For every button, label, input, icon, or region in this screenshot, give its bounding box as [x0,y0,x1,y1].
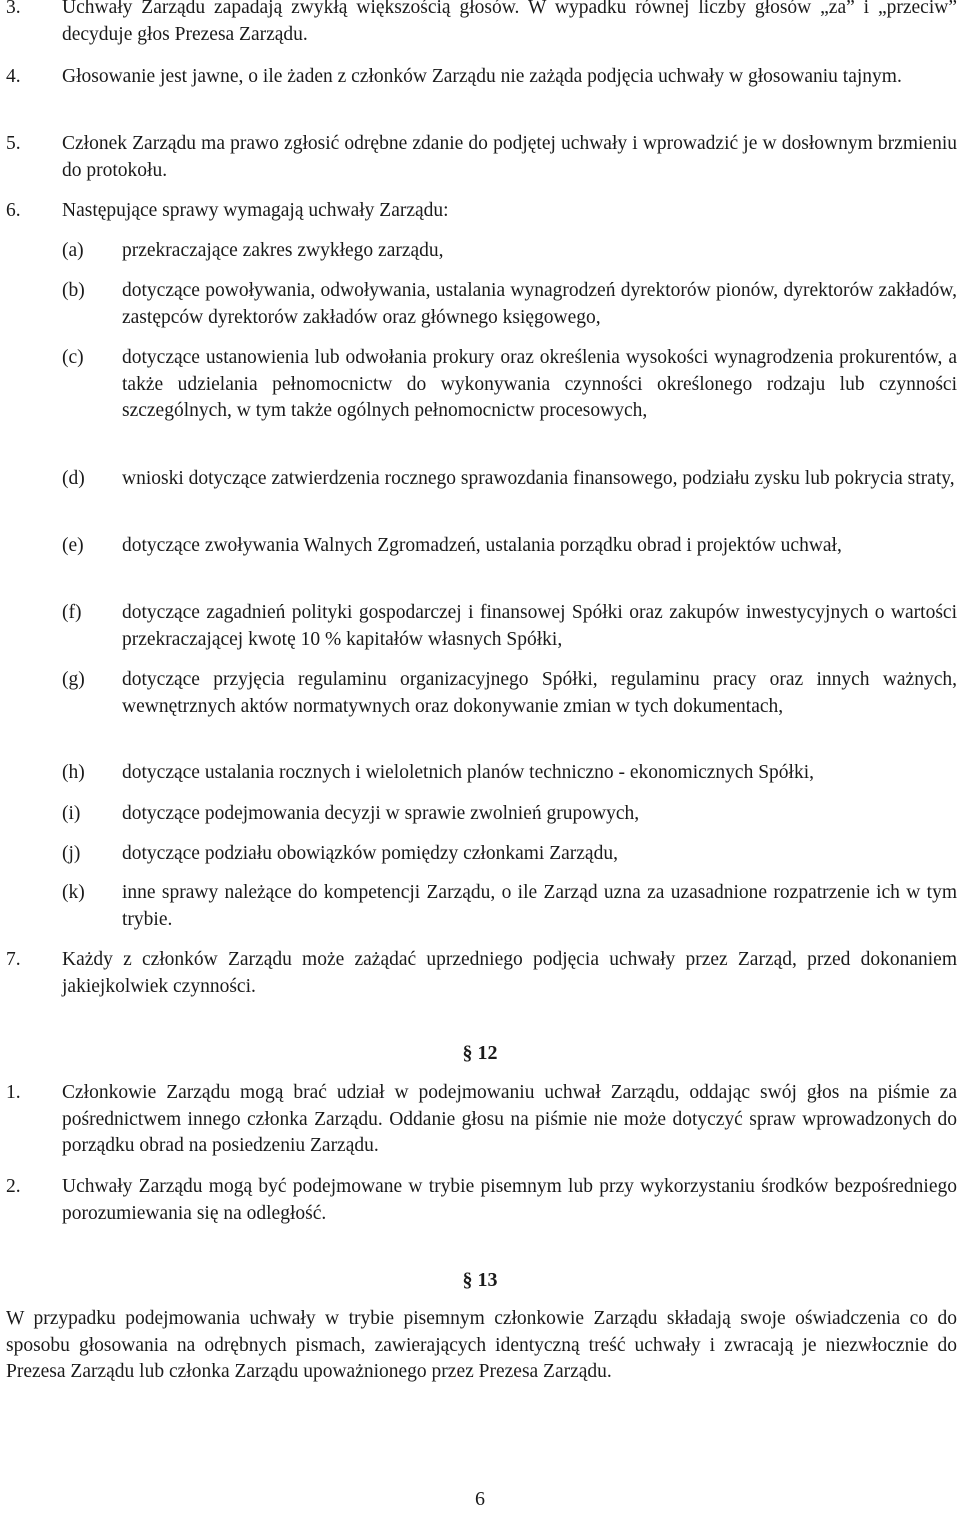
sub-item-label: (g) [62,669,85,690]
item-number: 6. [6,200,21,221]
sub-item-label: (d) [62,468,85,489]
list-item-5 [0,131,957,184]
item-text: Członkowie Zarządu mogą brać udział w podejmowaniu uchwał Zarządu, oddając swój głos na piśmie za pośrednictwem innego członka Zarządu. Oddanie głosu na piśmie nie może dotyczyć spraw wprowadzonych do porządku obrad na posiedzeniu Zarządu. [62,1082,957,1157]
sub-item-text: wnioski dotyczące zatwierdzenia rocznego sprawozdania finansowego, podziału zysku lub pokrycia straty, [122,468,955,489]
page-number: 6 [475,1488,485,1510]
sub-item-text: dotyczące ustanowienia lub odwołania prokury oraz określenia wysokości wynagrodzenia prokurentów, a także udzielania pełnomocnictw do wykonywania czynności określonego rodzaju lub czynności szczególnych, w tym także ogólnych pełnomocnictw procesowych, [122,347,957,422]
item-text: Każdy z członków Zarządu może zażądać uprzedniego podjęcia uchwały przez Zarząd, przed dokonaniem jakiejkolwiek czynności. [62,949,957,997]
list-item-3 [0,0,957,48]
sub-item-e [62,533,957,560]
sub-item-c [62,345,957,425]
sub-item-label: (i) [62,803,81,824]
item-text: Następujące sprawy wymagają uchwały Zarządu: [62,200,449,221]
sub-item-text: przekraczające zakres zwykłego zarządu, [122,240,444,261]
list-item-4 [0,64,957,91]
sub-item-label: (a) [62,240,84,261]
sub-item-text: dotyczące zagadnień polityki gospodarczej i finansowej Spółki oraz zakupów inwestycyjnych o wartości przekraczającej kwotę 10 % kapitałów własnych Spółki, [122,602,957,650]
sub-item-g [62,667,957,720]
sub-item-text: dotyczące powoływania, odwoływania, ustalania wynagrodzeń dyrektorów pionów, dyrektorów zakładów, zastępców dyrektorów zakładów oraz głównego księgowego, [122,280,957,328]
sub-item-a [62,238,957,265]
sub-item-text: dotyczące zwoływania Walnych Zgromadzeń, ustalania porządku obrad i projektów uchwał, [122,535,842,556]
list-item-7 [0,947,957,1000]
sub-item-f [62,600,957,653]
sub-item-label: (e) [62,535,84,556]
item-text: Członek Zarządu ma prawo zgłosić odrębne zdanie do podjętej uchwały i wprowadzić je w dosłownym brzmieniu do protokołu. [62,133,957,181]
sub-item-text: dotyczące przyjęcia regulaminu organizacyjnego Spółki, regulaminu pracy oraz innych ważnych, wewnętrznych aktów normatywnych oraz dokonywanie zmian w tych dokumentach, [122,669,957,717]
section-heading-13: § 13 [462,1269,498,1291]
item-number: 5. [6,133,21,154]
sub-item-label: (f) [62,602,82,623]
sub-item-i [62,801,957,828]
sub-item-d [62,466,957,493]
sub-item-label: (h) [62,762,85,783]
item-number: 2. [6,1176,21,1197]
item-number: 7. [6,949,21,970]
sub-item-k [62,880,957,933]
sub-item-label: (j) [62,843,81,864]
item-text: Głosowanie jest jawne, o ile żaden z członków Zarządu nie zażąda podjęcia uchwały w głosowaniu tajnym. [62,66,902,87]
item-number: 1. [6,1082,21,1103]
sub-item-text: dotyczące ustalania rocznych i wieloletnich planów techniczno - ekonomicznych Spółki, [122,762,815,783]
sub-item-label: (b) [62,280,85,301]
section12-item-1 [0,1080,957,1160]
sub-item-b [62,278,957,331]
item-text: Uchwały Zarządu mogą być podejmowane w trybie pisemnym lub przy wykorzystaniu środków bezpośredniego porozumiewania się na odległość. [62,1176,957,1224]
item-number: 3. [6,0,21,18]
section-heading-12: § 12 [462,1042,498,1064]
sub-item-label: (k) [62,882,85,903]
sub-item-text: dotyczące podziału obowiązków pomiędzy członkami Zarządu, [122,843,618,864]
sub-item-label: (c) [62,347,84,368]
section13-paragraph: W przypadku podejmowania uchwały w trybie pisemnym członkowie Zarządu składają swoje oświadczenia co do sposobu głosowania na odrębnych pismach, zawierających identyczną treść uchwały i zwracają je niezwłocznie do Prezesa Zarządu lub członka Zarządu upoważnionego przez Prezesa Zarządu. [6,1308,957,1383]
sub-item-text: inne sprawy należące do kompetencji Zarządu, o ile Zarząd uzna za uzasadnione rozpatrzenie ich w tym trybie. [122,882,957,930]
item-text: Uchwały Zarządu zapadają zwykłą większością głosów. W wypadku równej liczby głosów „za” i „przeciw” decyduje głos Prezesa Zarządu. [62,0,957,45]
sub-item-j [62,841,957,868]
item-number: 4. [6,66,21,87]
section12-item-2 [0,1174,957,1227]
sub-item-text: dotyczące podejmowania decyzji w sprawie zwolnień grupowych, [122,803,640,824]
sub-item-h [62,760,957,787]
list-item-6 [0,198,957,225]
